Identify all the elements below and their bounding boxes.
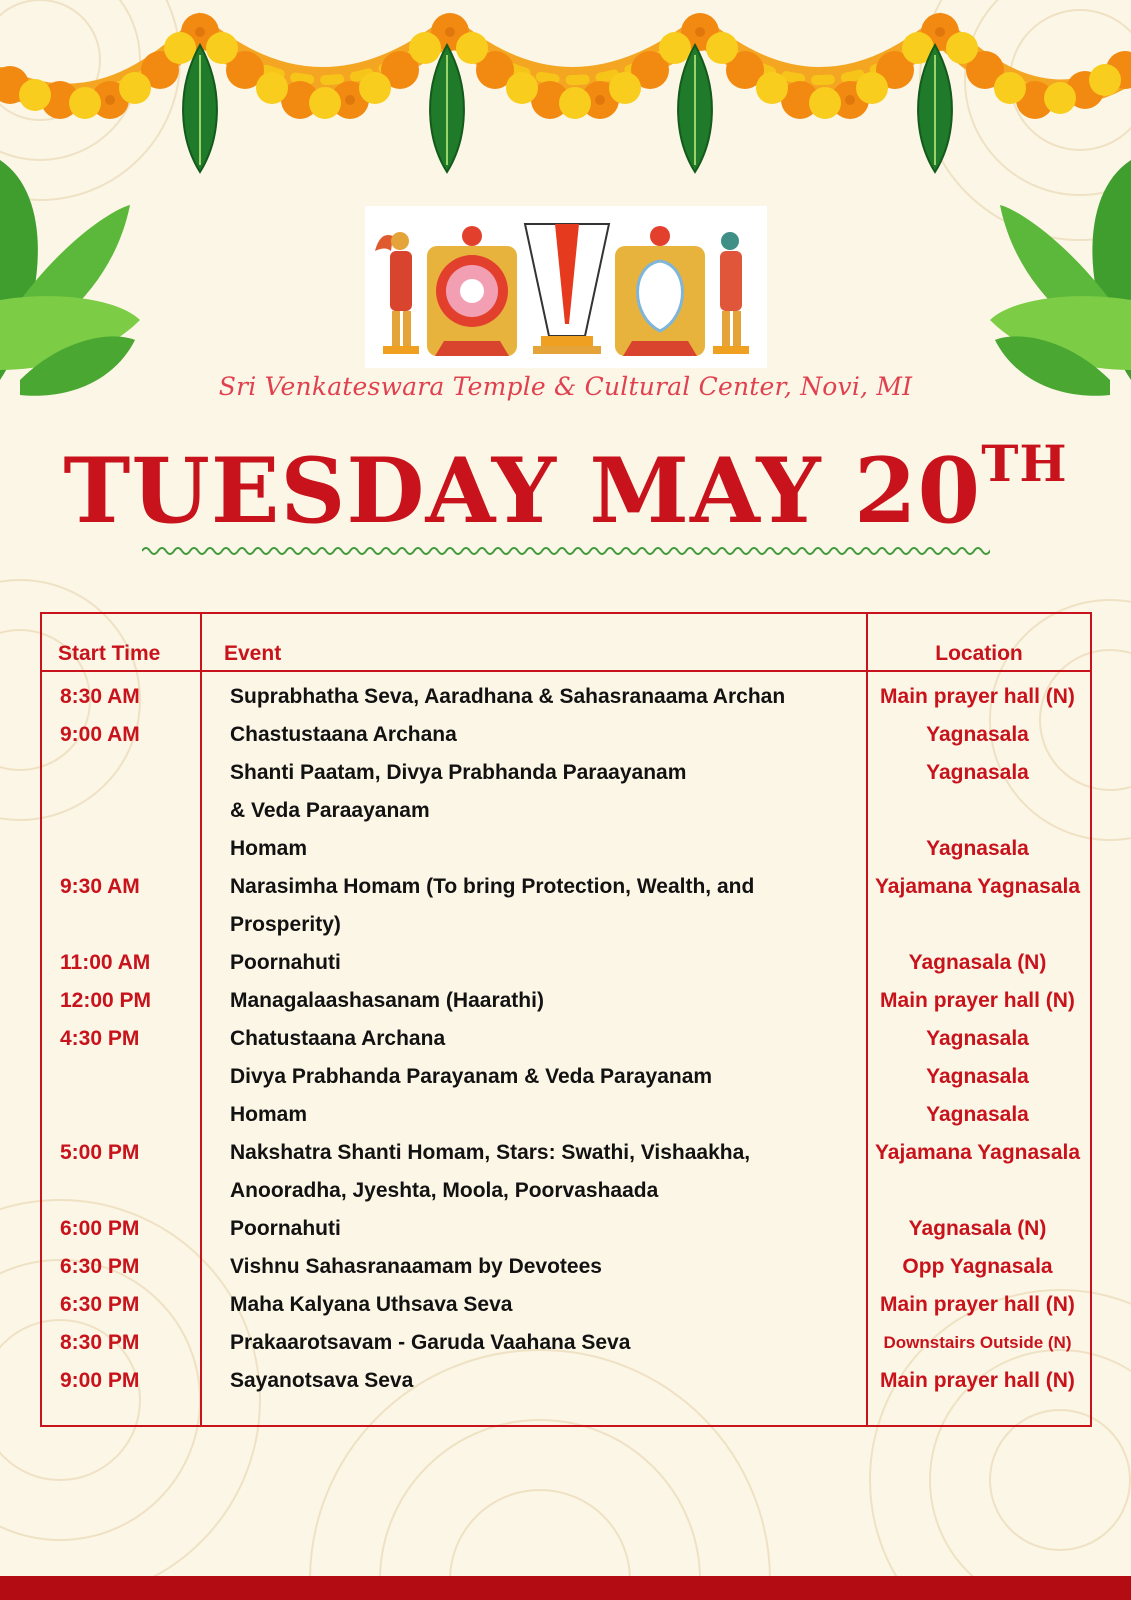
row-location: Yagnasala [926, 1065, 1029, 1088]
row-time: 9:00 AM [60, 723, 140, 746]
row-event: Chastustaana Archana [230, 723, 457, 746]
table-row [42, 678, 1094, 716]
row-time: 8:30 PM [60, 1331, 140, 1354]
table-row [42, 1210, 1094, 1248]
row-event: & Veda Paraayanam [230, 799, 430, 822]
row-time: 9:00 PM [60, 1369, 140, 1392]
squiggle-divider-icon [142, 544, 990, 558]
row-event: Sayanotsava Seva [230, 1369, 414, 1392]
row-event: Divya Prabhanda Parayanam & Veda Parayanam [230, 1065, 713, 1088]
day-suffix: TH [981, 434, 1068, 493]
table-row [42, 1248, 1094, 1286]
row-location: Yagnasala [926, 723, 1029, 746]
column-header-start-time: Start Time [58, 642, 161, 665]
table-row [42, 944, 1094, 982]
header-divider [42, 670, 1090, 672]
row-location: Yagnasala [926, 761, 1029, 784]
table-row [42, 868, 1094, 906]
row-location: Yagnasala (N) [908, 1217, 1047, 1240]
row-event: Prosperity) [230, 913, 341, 936]
row-event: Managalaashasanam (Haarathi) [230, 989, 544, 1012]
table-row [42, 1096, 1094, 1134]
table-row [42, 792, 1094, 830]
row-location: Opp Yagnasala [902, 1255, 1053, 1278]
row-location: Yajamana Yagnasala [874, 1141, 1081, 1164]
row-time: 6:30 PM [60, 1293, 140, 1316]
table-row [42, 716, 1094, 754]
row-location: Yagnasala [926, 837, 1029, 860]
hanuman-figure-icon [713, 232, 749, 354]
row-location: Downstairs Outside (N) [883, 1333, 1072, 1352]
row-time: 9:30 AM [60, 875, 140, 898]
table-row [42, 1172, 1094, 1210]
table-row [42, 1020, 1094, 1058]
shankha-conch-icon [615, 226, 705, 356]
garuda-figure-icon [375, 232, 419, 354]
sudarshana-chakra-icon [427, 226, 517, 356]
row-time: 12:00 PM [60, 989, 152, 1012]
row-location: Yagnasala [926, 1027, 1029, 1050]
row-location: Main prayer hall (N) [880, 1369, 1075, 1392]
temple-emblem [365, 206, 767, 368]
day-title: TUESDAY MAY 20 [63, 438, 982, 544]
row-event: Chatustaana Archana [230, 1027, 446, 1050]
table-row [42, 1134, 1094, 1172]
row-location: Main prayer hall (N) [880, 989, 1075, 1012]
row-location: Yagnasala (N) [908, 951, 1047, 974]
row-time: 5:00 PM [60, 1141, 140, 1164]
footer-bar [0, 1576, 1131, 1600]
row-time: 4:30 PM [60, 1027, 140, 1050]
row-event: Poornahuti [230, 951, 341, 974]
table-row [42, 1324, 1094, 1362]
row-event: Prakaarotsavam - Garuda Vaahana Seva [230, 1331, 631, 1354]
row-location: Main prayer hall (N) [880, 685, 1075, 708]
row-time: 6:30 PM [60, 1255, 140, 1278]
temple-emblem-icon [365, 206, 767, 368]
row-event: Suprabhatha Seva, Aaradhana & Sahasranaama Archan [230, 685, 786, 708]
marigold-garland-icon [0, 13, 1131, 119]
table-row [42, 1058, 1094, 1096]
column-header-event: Event [224, 642, 282, 665]
namam-tilak-icon [525, 224, 609, 354]
row-event: Homam [230, 1103, 308, 1126]
table-row [42, 754, 1094, 792]
row-location: Yagnasala [926, 1103, 1029, 1126]
row-location: Main prayer hall (N) [880, 1293, 1075, 1316]
schedule-table [40, 612, 1092, 1427]
table-row [42, 1286, 1094, 1324]
row-event: Maha Kalyana Uthsava Seva [230, 1293, 513, 1316]
column-header-location: Location [935, 642, 1023, 665]
row-time: 8:30 AM [60, 685, 140, 708]
row-event: Poornahuti [230, 1217, 341, 1240]
table-row [42, 830, 1094, 868]
row-time: 6:00 PM [60, 1217, 140, 1240]
row-event: Nakshatra Shanti Homam, Stars: Swathi, Vishaakha, [230, 1141, 751, 1164]
row-event: Vishnu Sahasranaamam by Devotees [230, 1255, 602, 1278]
row-event: Homam [230, 837, 308, 860]
row-location: Yajamana Yagnasala [874, 875, 1081, 898]
table-row [42, 982, 1094, 1020]
page-title [0, 434, 1131, 544]
row-event: Shanti Paatam, Divya Prabhanda Paraayanam [230, 761, 687, 784]
row-event: Narasimha Homam (To bring Protection, Wealth, and [230, 875, 755, 898]
temple-name: Sri Venkateswara Temple & Cultural Center, Novi, MI [218, 372, 913, 401]
row-time: 11:00 AM [60, 951, 151, 974]
table-row [42, 906, 1094, 944]
row-event: Anooradha, Jyeshta, Moola, Poorvashaada [230, 1179, 659, 1202]
table-row [42, 1362, 1094, 1400]
